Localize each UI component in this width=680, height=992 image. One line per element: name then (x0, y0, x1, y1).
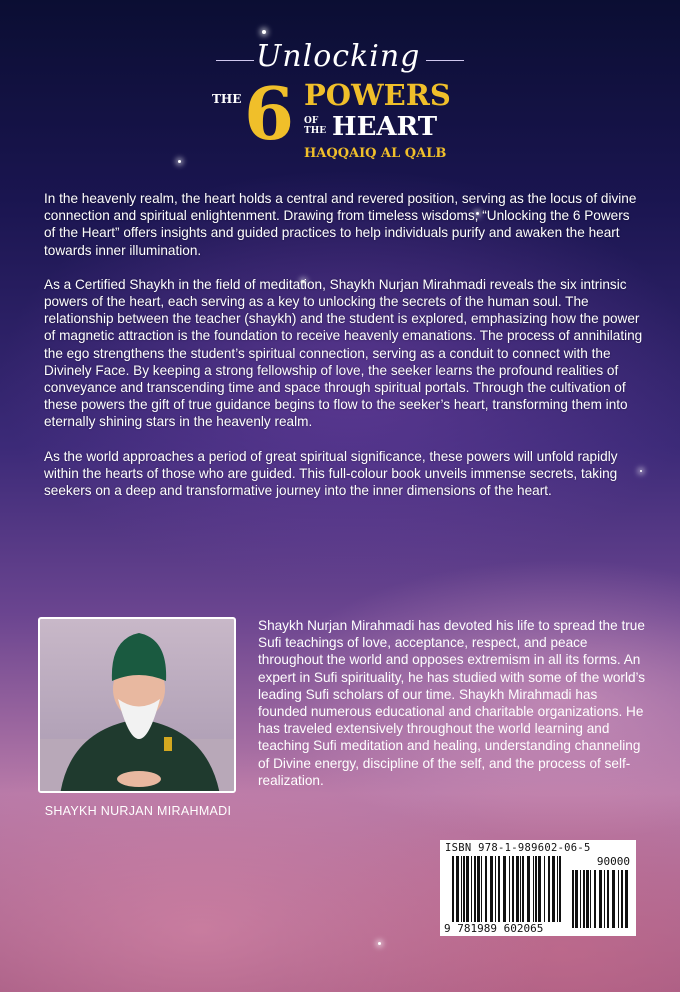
barcode-bar (509, 856, 510, 922)
isbn-text: ISBN 978-1-989602-06-5 (445, 842, 591, 854)
title-powers: POWERS (304, 78, 451, 112)
barcode-bar (495, 856, 496, 922)
title-of-the: OF THE (304, 116, 327, 136)
swirl-ornament (426, 60, 464, 61)
barcode-bar (557, 856, 558, 922)
star (378, 942, 381, 945)
barcode-bar (477, 856, 480, 922)
barcode-bar (474, 856, 476, 922)
star (262, 30, 266, 34)
barcode-bar (512, 856, 514, 922)
barcode-bar (599, 870, 602, 928)
title-script-word: Unlocking (256, 39, 421, 74)
blurb (44, 190, 644, 516)
author-photo (38, 617, 236, 793)
title-the: THE (212, 92, 242, 106)
barcode-bar (575, 870, 578, 928)
barcode-bar (533, 856, 534, 922)
star (178, 160, 181, 163)
barcode-bar (604, 870, 605, 928)
barcode-digits: 9 781989 602065 (444, 922, 544, 935)
isbn-barcode (440, 840, 636, 936)
barcode-bar (527, 856, 530, 922)
barcode-bar (471, 856, 472, 922)
barcode-bar (590, 870, 591, 928)
barcode-bar (548, 856, 550, 922)
barcode-bar (452, 856, 454, 922)
barcode-bar (544, 856, 545, 922)
title-subtitle: HAQQAIQ AL QALB (304, 146, 447, 161)
barcode-bar (461, 856, 462, 922)
barcode-bar (503, 856, 506, 922)
barcode-bar (612, 870, 615, 928)
barcode-bar (621, 870, 623, 928)
barcode-bar (580, 870, 581, 928)
barcode-bar (490, 856, 493, 922)
blurb-paragraph: As a Certified Shaykh in the field of meditation, Shaykh Nurjan Mirahmadi reveals the six intrinsic powers of the heart, each serving as a key to unlocking the secrets of the human soul. The relationship between the teacher (shaykh) and the student is explored, emphasizing how the power of magnetic attraction is the foundation to receive heavenly emanations. The process of annihilating the ego strengthens the student’s spiritual connection, serving as a conduit to connect with the Divinely Face. By keeping a strong fellowship of love, the seeker learns the profound realities of conveyance and transcending time and space through spiritual portals. Through the cultivation of these powers the gift of true guidance begins to flow to the seeker’s heart, transforming them into eternally shining stars in the heavenly realm. (44, 276, 643, 430)
book-title (212, 40, 468, 170)
author-caption: SHAYKH NURJAN MIRAHMADI (44, 804, 232, 818)
barcode-bar (538, 856, 541, 922)
author-bio: Shaykh Nurjan Mirahmadi has devoted his life to spread the true Sufi teachings of love, acceptance, respect, and peace throughout the world and opposes extremism in all its forms. An expert in Sufi spirituality, he has studied with some of the world’s leading Sufi scholars of our time. Shaykh Mirahmadi has founded numerous educational and charitable organizations. He has traveled extensively throughout the world learning and teaching Sufi meditation and healing, understanding channeling of Divine energy, discipline of the self, and the process of self-realization. (258, 618, 646, 788)
barcode-bar (520, 856, 521, 922)
barcode-bar (607, 870, 609, 928)
barcode-bars (452, 856, 562, 922)
blurb-paragraph: In the heavenly realm, the heart holds a central and revered position, serving as the locus of divine connection and spiritual enlightenment. Drawing from timeless wisdoms, “Unlocking the 6 Powers of the Heart” offers insights and guided practices to help individuals purify and awaken the heart towards inner illumination. (44, 191, 637, 258)
barcode-bar (522, 856, 524, 922)
barcode-bar (481, 856, 482, 922)
barcode-bar (625, 870, 628, 928)
price-code: 90000 (596, 855, 630, 868)
title-heart: HEART (332, 112, 438, 142)
barcode-bar (535, 856, 537, 922)
barcode-bar (485, 856, 487, 922)
barcode-bar (618, 870, 619, 928)
barcode-bar (583, 870, 585, 928)
barcode-bar (466, 856, 469, 922)
swirl-ornament (216, 60, 254, 61)
barcode-bar (552, 856, 555, 922)
barcode-bar (594, 870, 596, 928)
barcode-addon-bars (572, 870, 628, 928)
barcode-bar (498, 856, 500, 922)
title-number: 6 (244, 71, 295, 156)
barcode-bar (586, 870, 589, 928)
barcode-bar (456, 856, 459, 922)
barcode-bar (559, 856, 561, 922)
blurb-paragraph: As the world approaches a period of great spiritual significance, these powers will unfold rapidly within the hearts of those who are guided. This full-colour book unveils immense secrets, taking seekers on a deep and transformative journey into the inner dimensions of the heart. (44, 448, 618, 499)
barcode-bar (463, 856, 465, 922)
barcode-bar (572, 870, 574, 928)
barcode-bar (516, 856, 519, 922)
